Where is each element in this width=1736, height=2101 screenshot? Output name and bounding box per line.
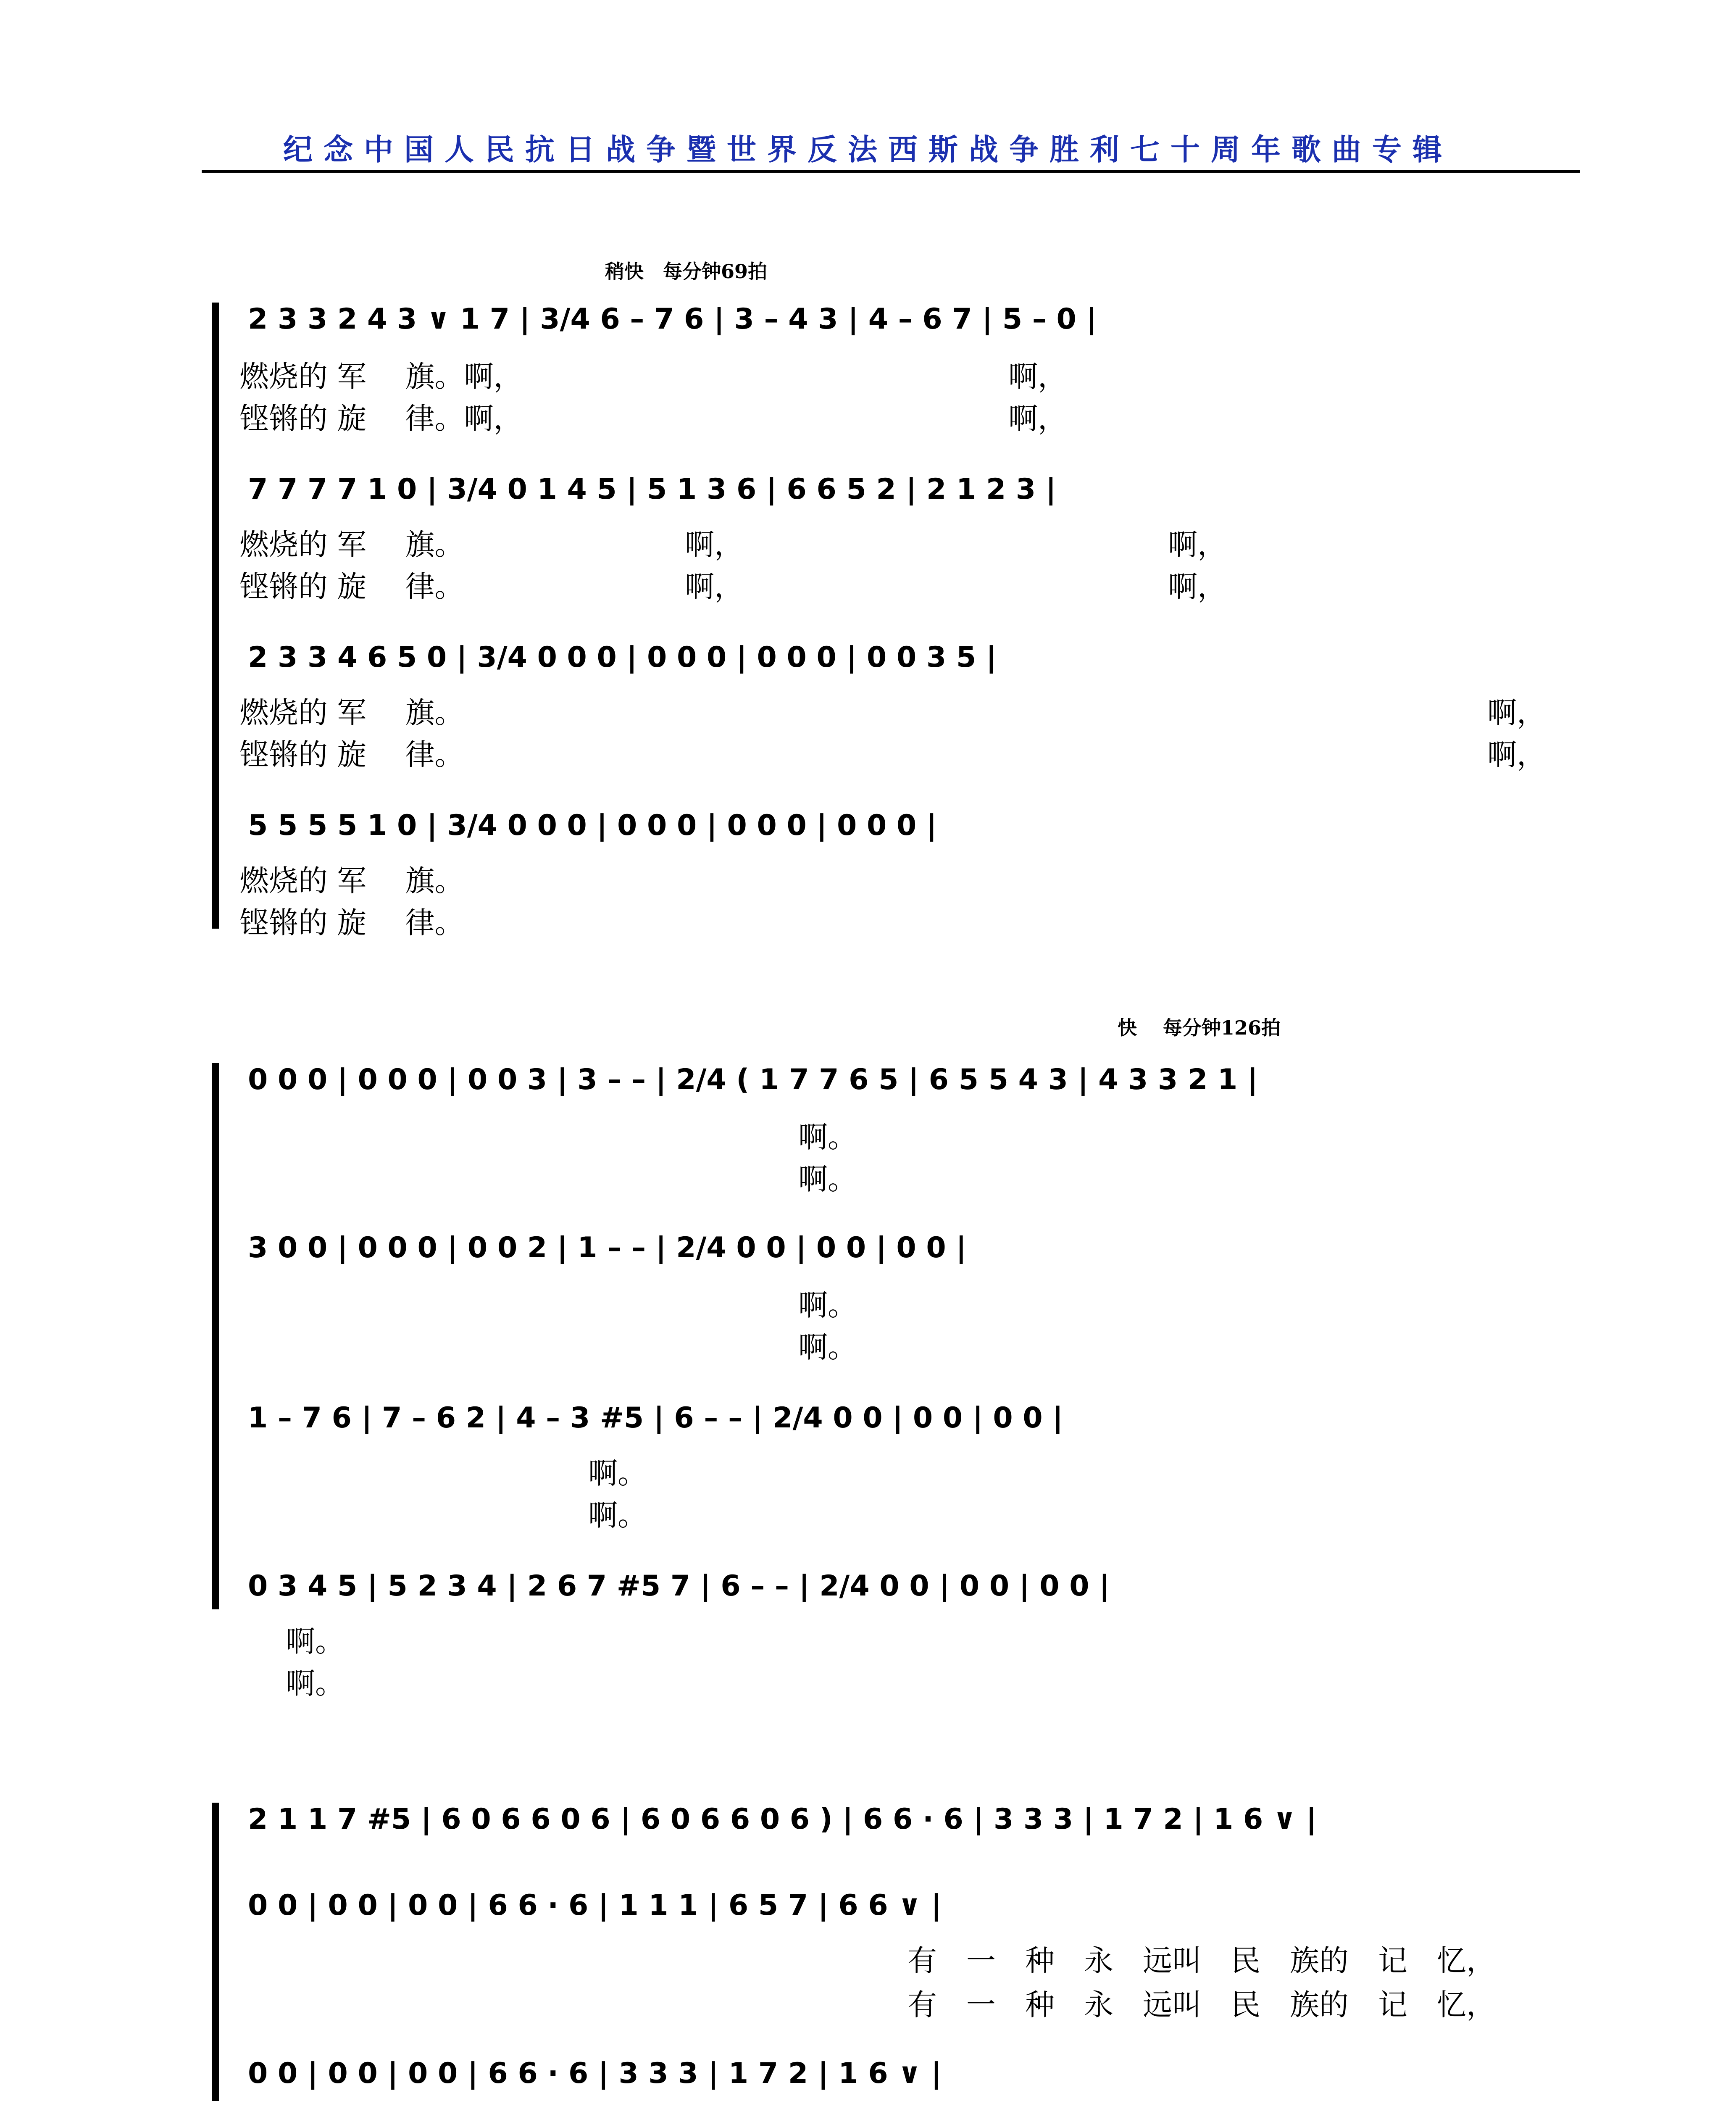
lyric-s1-v1-b: 铿锵的 旋 律。啊， 啊， — [239, 401, 1067, 436]
lyric-s2-v4-b: 啊。 — [286, 1666, 345, 1701]
score-line-s2-voice3: 1 – 7 6 | 7 – 6 2 | 4 – 3 #5 | 6 – – | 2/4 0 0 | 0 0 | 0 0 | — [248, 1401, 1063, 1435]
score-line-s1-voice1: 2 3 3 2 4 3 ∨ 1 7 | 3/4 6 – 7 6 | 3 – 4 3 | 4 – 6 7 | 5 – 0 | — [248, 303, 1097, 336]
lyric-s1-v3-a: 燃烧的 军 旗。 啊， — [239, 695, 1546, 730]
lyric-s2-v3-b: 啊。 — [588, 1498, 647, 1532]
score-line-s2-voice1: 0 0 0 | 0 0 0 | 0 0 3 | 3 – – | 2/4 ( 1 7 7 6 5 | 6 5 5 4 3 | 4 3 3 2 1 | — [248, 1063, 1258, 1096]
lyric-s1-v3-b: 铿锵的 旋 律。 啊， — [239, 737, 1546, 772]
lyric-s2-v4-a: 啊。 — [286, 1624, 345, 1659]
lyric-s1-v4-a: 燃烧的 军 旗。 — [239, 864, 464, 898]
lyric-s2-v1-a: 啊。 — [798, 1120, 857, 1154]
lyric-s1-v4-b: 铿锵的 旋 律。 — [239, 906, 464, 940]
lyric-s2-v2-b: 啊。 — [798, 1330, 857, 1364]
system-brace-1 — [212, 303, 219, 929]
lyric-s3-a: 有 一 种 永 远叫 民 族的 记 忆， — [907, 1943, 1496, 1978]
tempo-marking-2: 快 每分钟126拍 — [1118, 1016, 1281, 1039]
lyric-s1-v2-a: 燃烧的 军 旗。 啊， 啊， — [239, 527, 1227, 562]
album-title: 纪念中国人民抗日战争暨世界反法西斯战争胜利七十周年歌曲专辑 — [283, 132, 1453, 167]
lyric-s2-v3-a: 啊。 — [588, 1456, 647, 1490]
lyric-s2-v1-b: 啊。 — [798, 1162, 857, 1196]
lyric-s2-v2-a: 啊。 — [798, 1288, 857, 1322]
score-line-s1-voice4: 5 5 5 5 1 0 | 3/4 0 0 0 | 0 0 0 | 0 0 0 | 0 0 0 | — [248, 809, 937, 842]
system-brace-2 — [212, 1063, 219, 1609]
score-line-s3-voice1: 2 1 1 7 #5 | 6 0 6 6 0 6 | 6 0 6 6 0 6 ) | 6 6 · 6 | 3 3 3 | 1 7 2 | 1 6 ∨ | — [248, 1803, 1317, 1836]
score-line-s1-voice2: 7 7 7 7 1 0 | 3/4 0 1 4 5 | 5 1 3 6 | 6 6 5 2 | 2 1 2 3 | — [248, 473, 1056, 506]
score-line-s2-voice2: 3 0 0 | 0 0 0 | 0 0 2 | 1 – – | 2/4 0 0 | 0 0 | 0 0 | — [248, 1231, 967, 1264]
system-brace-3 — [212, 1803, 219, 2101]
score-line-s3-voice2: 0 0 | 0 0 | 0 0 | 6 6 · 6 | 1 1 1 | 6 5 7 | 6 6 ∨ | — [248, 1889, 942, 1922]
lyric-s1-v2-b: 铿锵的 旋 律。 啊， 啊， — [239, 569, 1227, 604]
header-divider — [202, 170, 1580, 173]
lyric-s1-v1-a: 燃烧的 军 旗。啊， 啊， — [239, 359, 1067, 394]
tempo-marking-1: 稍快 每分钟69拍 — [605, 260, 768, 283]
score-line-s3-voice3: 0 0 | 0 0 | 0 0 | 6 6 · 6 | 3 3 3 | 1 7 2 | 1 6 ∨ | — [248, 2057, 942, 2090]
lyric-s3-b: 有 一 种 永 远叫 民 族的 记 忆， — [907, 1988, 1496, 2022]
score-line-s1-voice3: 2 3 3 4 6 5 0 | 3/4 0 0 0 | 0 0 0 | 0 0 0 | 0 0 3 5 | — [248, 641, 997, 674]
score-line-s2-voice4: 0 3 4 5 | 5 2 3 4 | 2 6 7 #5 7 | 6 – – | 2/4 0 0 | 0 0 | 0 0 | — [248, 1569, 1110, 1603]
